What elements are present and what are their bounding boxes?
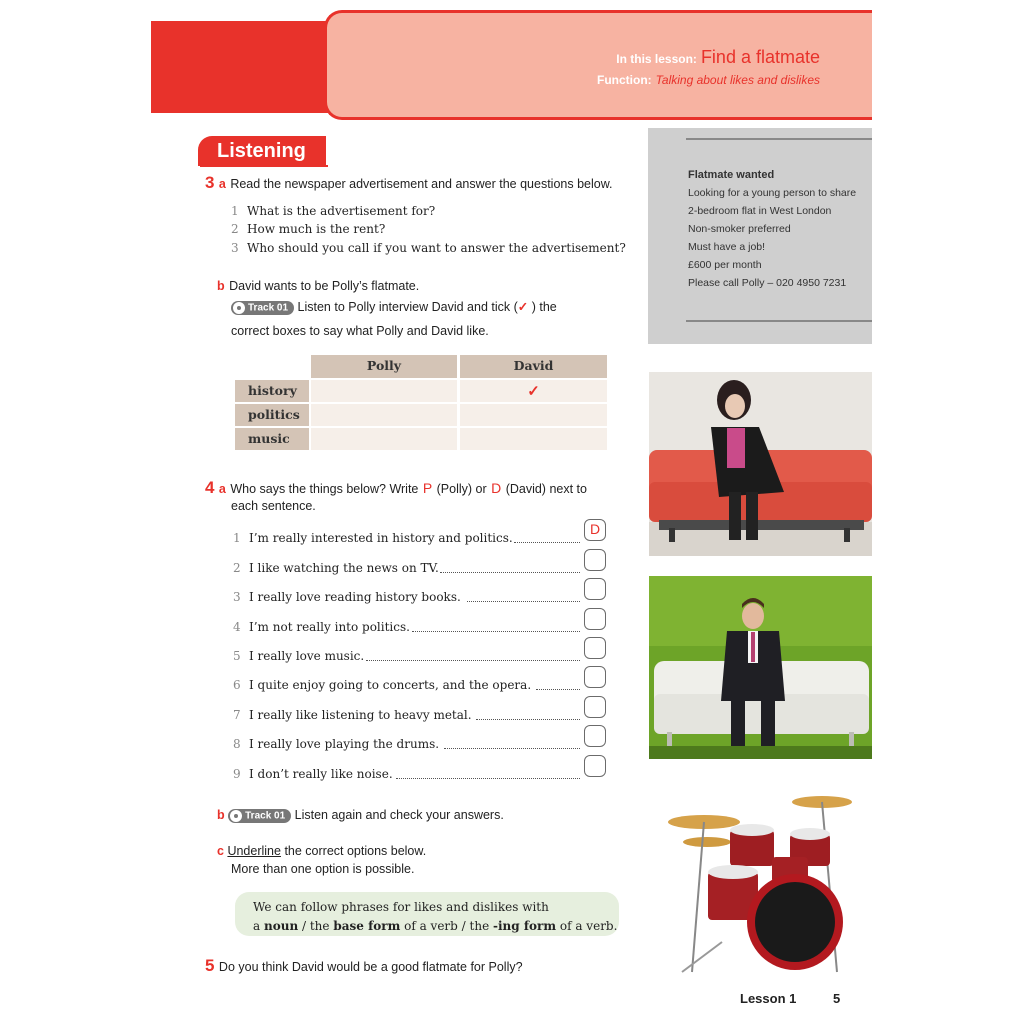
table-cell-david-politics[interactable] bbox=[460, 404, 607, 426]
photo-polly bbox=[649, 372, 872, 556]
sentence-8: 8 I really love playing the drums. bbox=[233, 737, 440, 751]
ex4-a-text-2: each sentence. bbox=[231, 499, 316, 513]
advert-line: Non-smoker preferred bbox=[688, 223, 791, 235]
track-button[interactable]: Track 01 bbox=[231, 301, 294, 315]
grammar-line-2: a noun / the base form of a verb / the -ing form of a verb. bbox=[253, 919, 618, 933]
option-noun[interactable]: noun bbox=[263, 919, 299, 933]
tick-icon: ✓ bbox=[517, 300, 529, 314]
table-row-music-label: music bbox=[235, 428, 309, 450]
ex4-c-line: c Underline the correct options below. bbox=[217, 844, 427, 858]
footer-lesson: Lesson 1 bbox=[740, 991, 797, 1006]
table-row-history-label: history bbox=[235, 380, 309, 402]
advert-line: Looking for a young person to share bbox=[688, 187, 857, 199]
question-1: 1 What is the advertisement for? bbox=[231, 204, 436, 218]
answer-box-1[interactable]: D bbox=[584, 519, 606, 541]
ex3-b-text: David wants to be Polly’s flatmate. bbox=[229, 279, 420, 293]
p-letter: P bbox=[422, 480, 433, 496]
sentence-3: 3 I really love reading history books. bbox=[233, 590, 461, 604]
sentence-1: 1 I’m really interested in history and politics. bbox=[233, 531, 513, 545]
newspaper-advert bbox=[648, 128, 872, 344]
ex3-b-instruction: Track 01 Listen to Polly interview David and tick (✓ ) the bbox=[231, 299, 557, 315]
ex3-b-label: b bbox=[217, 279, 225, 293]
ex4-c-text-2: More than one option is possible. bbox=[231, 862, 415, 876]
answer-line bbox=[444, 748, 580, 749]
table-cell-polly-music[interactable] bbox=[311, 428, 457, 450]
advert-line: Please call Polly – 020 4950 7231 bbox=[688, 277, 847, 289]
table-row-politics-label: politics bbox=[235, 404, 309, 426]
answer-line bbox=[366, 660, 580, 661]
answer-line bbox=[467, 601, 580, 602]
function-line bbox=[420, 71, 820, 89]
track-button[interactable]: Track 01 bbox=[228, 809, 291, 823]
sentence-7: 7 I really like listening to heavy metal. bbox=[233, 708, 472, 722]
likes-table bbox=[235, 355, 607, 452]
sentence-6: 6 I quite enjoy going to concerts, and the opera. bbox=[233, 678, 532, 692]
ex3-heading bbox=[205, 173, 613, 193]
table-cell-polly-history[interactable] bbox=[311, 380, 457, 402]
d-letter: D bbox=[491, 480, 502, 496]
function-text: Talking about likes and dislikes bbox=[655, 73, 820, 87]
ex3-b-line bbox=[217, 277, 419, 295]
grammar-box bbox=[235, 892, 619, 936]
table-cell-david-music[interactable] bbox=[460, 428, 607, 450]
ex5-number: 5 bbox=[205, 956, 215, 975]
question-3: 3 Who should you call if you want to answer the advertisement? bbox=[231, 241, 626, 255]
header-red-band bbox=[151, 21, 331, 113]
answer-box-6[interactable] bbox=[584, 666, 606, 688]
photo-david bbox=[649, 576, 872, 759]
answer-line bbox=[476, 719, 580, 720]
answer-box-4[interactable] bbox=[584, 608, 606, 630]
function-label: Function: bbox=[597, 73, 652, 87]
ex3-number: 3 bbox=[205, 173, 215, 192]
answer-box-9[interactable] bbox=[584, 755, 606, 777]
ex5-line bbox=[205, 956, 523, 976]
answer-box-2[interactable] bbox=[584, 549, 606, 571]
answer-line bbox=[396, 778, 580, 779]
sentence-5: 5 I really love music. bbox=[233, 649, 365, 663]
lesson-title: Find a flatmate bbox=[700, 47, 820, 67]
ex4-number: 4 bbox=[205, 478, 215, 497]
table-header-polly: Polly bbox=[311, 355, 457, 378]
table-header-david: David bbox=[460, 355, 607, 378]
lesson-label: In this lesson: bbox=[616, 52, 697, 66]
grammar-line-1: We can follow phrases for likes and dislikes with bbox=[253, 900, 549, 914]
advert-title: Flatmate wanted bbox=[688, 169, 775, 181]
section-title: Listening bbox=[198, 136, 326, 166]
ex4-a-label: a bbox=[218, 482, 226, 496]
ex4-c-label: c bbox=[217, 844, 224, 858]
advert-line: 2-bedroom flat in West London bbox=[688, 205, 832, 217]
ex4-heading: 4 a Who says the things below? Write P (Polly) or D (David) next to bbox=[205, 478, 587, 497]
advert-line: Must have a job! bbox=[688, 241, 766, 253]
answer-box-3[interactable] bbox=[584, 578, 606, 600]
ex3-a-label: a bbox=[218, 177, 226, 191]
section-rule bbox=[200, 165, 328, 167]
option-ing-form[interactable]: -ing form bbox=[493, 919, 557, 933]
answer-line bbox=[536, 689, 580, 690]
advert-line: £600 per month bbox=[688, 259, 762, 271]
option-base-form[interactable]: base form bbox=[333, 919, 401, 933]
underline-word: Underline bbox=[227, 844, 281, 858]
ex3-b-instruction-2: correct boxes to say what Polly and David like. bbox=[231, 324, 489, 338]
table-cell-david-history[interactable]: ✓ bbox=[460, 380, 607, 402]
answer-box-7[interactable] bbox=[584, 696, 606, 718]
photo-drums bbox=[652, 792, 872, 982]
ex4-b-label: b bbox=[217, 808, 225, 822]
table-cell-polly-politics[interactable] bbox=[311, 404, 457, 426]
play-disc-icon bbox=[230, 810, 242, 822]
sentence-9: 9 I don’t really like noise. bbox=[233, 767, 393, 781]
answer-line bbox=[412, 631, 580, 632]
sentence-2: 2 I like watching the news on TV. bbox=[233, 561, 439, 575]
answer-box-5[interactable] bbox=[584, 637, 606, 659]
ex4-b-line: b Track 01 Listen again and check your answers. bbox=[217, 808, 504, 822]
sentence-4: 4 I’m not really into politics. bbox=[233, 620, 410, 634]
question-2: 2 How much is the rent? bbox=[231, 222, 386, 236]
answer-line bbox=[440, 572, 580, 573]
answer-box-8[interactable] bbox=[584, 725, 606, 747]
lesson-title-line bbox=[420, 47, 820, 68]
ex3-a-text: Read the newspaper advertisement and answer the questions below. bbox=[230, 177, 613, 191]
play-disc-icon bbox=[233, 302, 245, 314]
answer-line bbox=[514, 542, 580, 543]
ex5-text: Do you think David would be a good flatmate for Polly? bbox=[218, 960, 523, 974]
page-number: 5 bbox=[833, 991, 841, 1006]
